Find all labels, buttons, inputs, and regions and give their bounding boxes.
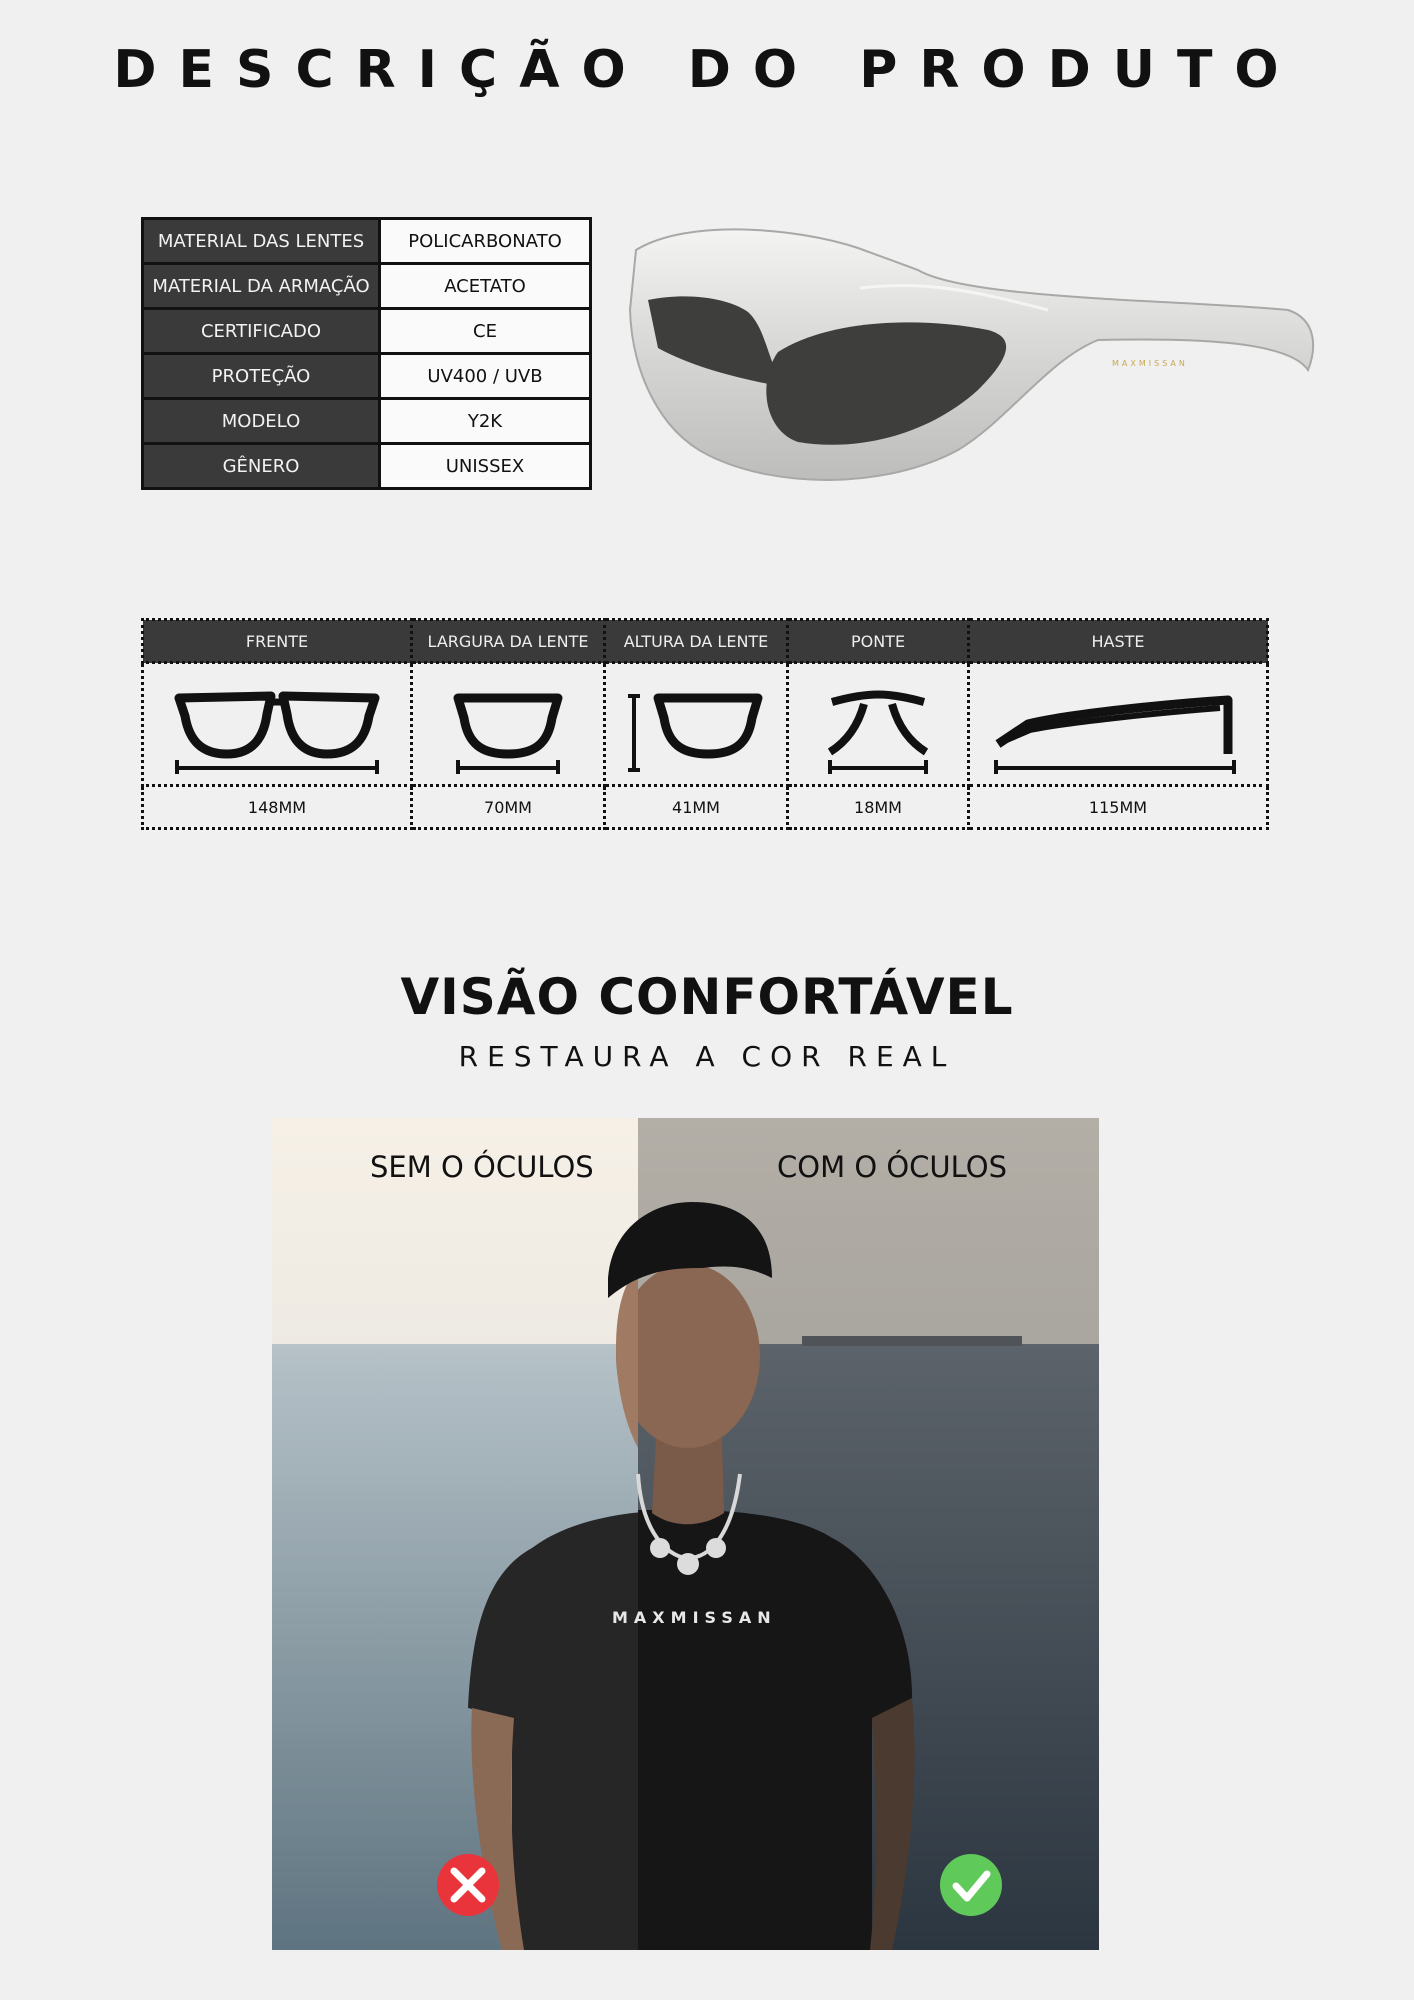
glasses-front-icon — [167, 674, 387, 774]
measure-header: HASTE — [969, 620, 1268, 663]
spec-label: MODELO — [143, 399, 380, 444]
measure-icon-cell — [143, 663, 412, 786]
check-circle-icon — [940, 1854, 1002, 1916]
spec-row — [143, 354, 591, 399]
lens-height-icon — [626, 674, 766, 774]
temple-icon — [988, 674, 1248, 774]
shirt-brand-text: MAXMISSAN — [612, 1608, 777, 1627]
measure-value: 18MM — [788, 786, 969, 829]
measure-header: LARGURA DA LENTE — [412, 620, 605, 663]
measure-icon-cell — [969, 663, 1268, 786]
spec-row — [143, 264, 591, 309]
spec-value: UV400 / UVB — [380, 354, 591, 399]
spec-label: GÊNERO — [143, 444, 380, 489]
spec-label: MATERIAL DAS LENTES — [143, 219, 380, 264]
page-title: DESCRIÇÃO DO PRODUTO — [113, 40, 1301, 100]
measure-value: 115MM — [969, 786, 1268, 829]
measure-icon-cell — [412, 663, 605, 786]
measurement-table — [141, 618, 1269, 830]
model-photo-illustration — [272, 1118, 1099, 1950]
spec-value: Y2K — [380, 399, 591, 444]
measure-header: FRENTE — [143, 620, 412, 663]
spec-value: POLICARBONATO — [380, 219, 591, 264]
measure-value: 70MM — [412, 786, 605, 829]
spec-row — [143, 309, 591, 354]
with-glasses-label: COM O ÓCULOS — [777, 1150, 1008, 1184]
measure-header: ALTURA DA LENTE — [605, 620, 788, 663]
spec-value: ACETATO — [380, 264, 591, 309]
measure-icon-cell — [788, 663, 969, 786]
measure-value: 41MM — [605, 786, 788, 829]
spec-label: MATERIAL DA ARMAÇÃO — [143, 264, 380, 309]
spec-table — [141, 217, 592, 490]
spec-row — [143, 444, 591, 489]
spec-row — [143, 399, 591, 444]
sunglasses-illustration — [628, 220, 1316, 500]
measure-value: 148MM — [143, 786, 412, 829]
spec-label: PROTEÇÃO — [143, 354, 380, 399]
comfort-title: VISÃO CONFORTÁVEL — [400, 968, 1014, 1026]
bridge-icon — [818, 674, 938, 774]
comfort-subtitle: RESTAURA A COR REAL — [458, 1040, 956, 1073]
measure-icon-cell — [605, 663, 788, 786]
spec-value: CE — [380, 309, 591, 354]
frame-brand-text: MAXMISSAN — [1112, 359, 1188, 368]
measure-header: PONTE — [788, 620, 969, 663]
spec-label: CERTIFICADO — [143, 309, 380, 354]
spec-value: UNISSEX — [380, 444, 591, 489]
spec-row — [143, 219, 591, 264]
comparison-photo — [272, 1118, 1099, 1950]
lens-width-icon — [448, 674, 568, 774]
product-image — [628, 220, 1316, 500]
without-glasses-label: SEM O ÓCULOS — [370, 1150, 594, 1184]
